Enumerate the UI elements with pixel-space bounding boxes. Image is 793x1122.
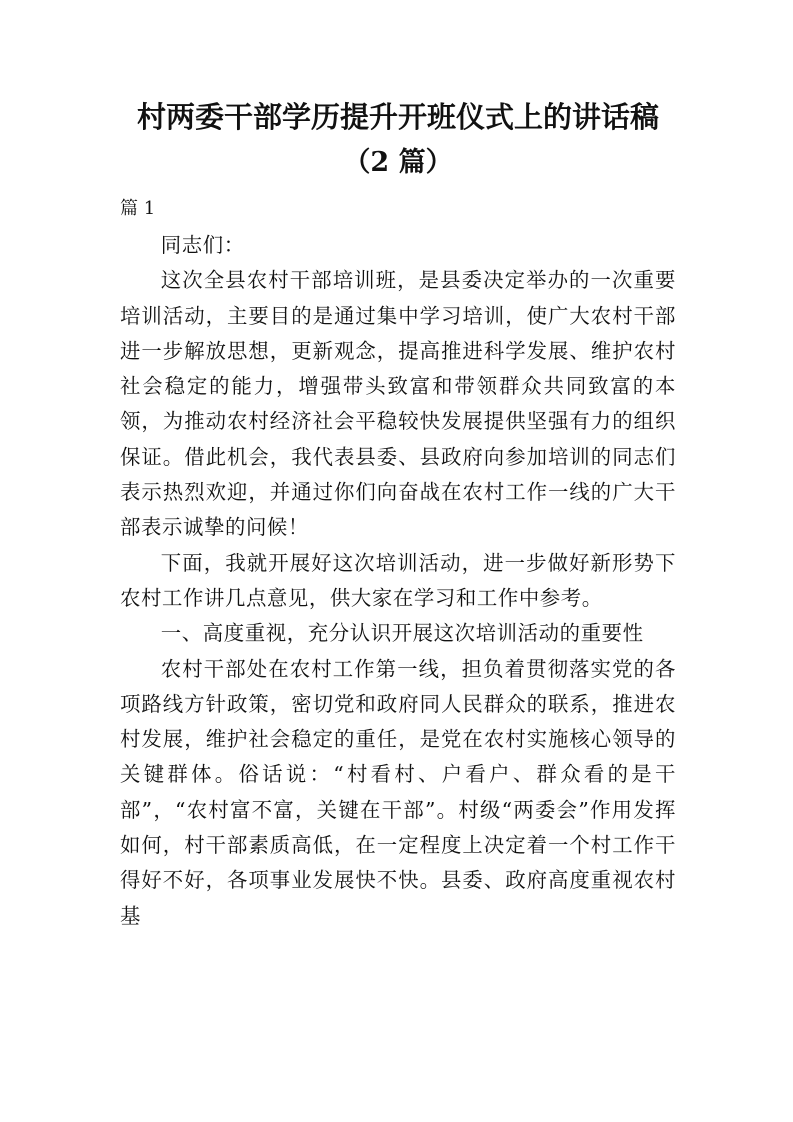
document-title: 村两委干部学历提升开班仪式上的讲话稿 <box>136 100 659 134</box>
body-paragraph-2: 下面，我就开展好这次培训活动，进一步做好新形势下农村工作讲几点意见，供大家在学习和工作中参考。 <box>120 550 676 610</box>
section-heading-1: 一、高度重视，充分认识开展这次培训活动的重要性 <box>160 621 644 646</box>
document-subtitle: （2 篇） <box>343 147 453 178</box>
body-paragraph-3: 农村干部处在农村工作第一线，担负着贯彻落实党的各项路线方针政策，密切党和政府同人民群众的联系，推进农村发展，维护社会稳定的重任，是党在农村实施核心领导的关键群体。俗话说：“村看村、户看户、群众看的是干部”，“农村富不富，关键在干部”。村级“两委会”作用发挥如何，村干部素质高低，在一定程度上决定着一个村工作干得好不好，各项事业发展快不快。县委、政府高度重视农村基 <box>120 656 676 928</box>
section-label: 篇 1 <box>120 198 156 219</box>
body-paragraph-1: 这次全县农村干部培训班，是县委决定举办的一次重要培训活动，主要目的是通过集中学习培训，使广大农村干部进一步解放思想，更新观念，提高推进科学发展、维护农村社会稳定的能力，增强带头致富和带领群众共同致富的本领，为推动农村经济社会平稳较快发展提供坚强有力的组织保证。借此机会，我代表县委、县政府向参加培训的同志们表示热烈欢迎，并通过你们向奋战在农村工作一线的广大干部表示诚挚的问候！ <box>120 268 676 540</box>
document-page <box>120 92 676 934</box>
salutation-paragraph: 同志们： <box>160 233 245 257</box>
